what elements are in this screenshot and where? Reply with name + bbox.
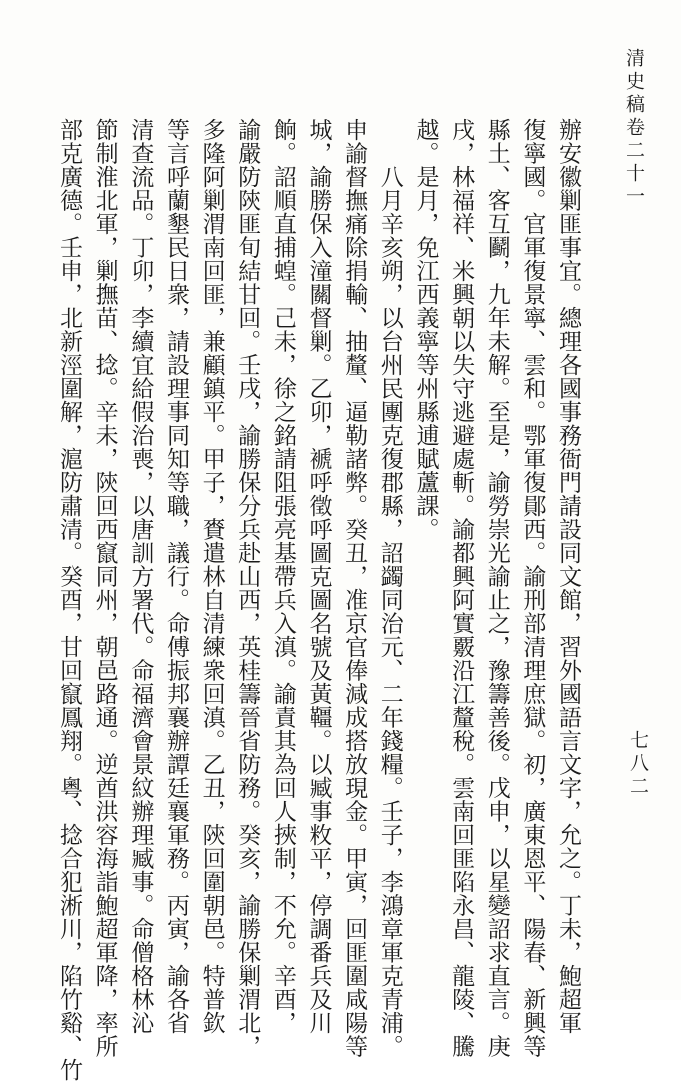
text-column: 縣土、客互鬬，九年未解。至是，諭勞崇光諭止之，豫籌善後。戊申，以星變詔求直言。庚 (483, 118, 510, 1058)
text-column: 餉。詔順直捕蝗。己未，徐之銘請阻張亮基帶兵入滇。諭責其為回人挾制，不允。辛酉， (269, 118, 296, 1035)
running-header-title: 清史稿卷二十一 (623, 48, 645, 209)
text-column: 辦安徽剿匪事宜。總理各國事務衙門請設同文館，習外國語言文字，允之。丁未，鮑超軍 (555, 118, 581, 1035)
text-column: 清查流品。丁卯，李續宜給假治喪，以唐訓方署代。命福濟會景紋辦理臧事。命僧格林沁 (127, 118, 154, 1035)
text-column: 復寧國。官軍復景寧、雲和。鄂軍復鄖西。諭刑部清理庶獄。初，廣東恩平、陽春、新興等 (519, 118, 546, 1058)
text-column: 申諭督撫痛除捐輸、抽釐、逼勒諸弊。癸丑，准京官俸減成搭放現金。甲寅，回匪圍咸陽等 (341, 118, 368, 1058)
text-column: 等言呼蘭墾民日衆，請設理事同知等職，議行。命傅振邦襄辦譚廷襄軍務。丙寅，諭各省 (162, 118, 189, 1035)
text-column: 諭嚴防陝匪旬結甘回。壬戌，諭勝保分兵赴山西，英桂籌晉省防務。癸亥，諭勝保剿渭北， (234, 118, 261, 1058)
vertical-body-text (56, 118, 585, 1082)
text-column: 節制淮北軍，剿撫苗、捻。辛未，陝回西竄同州，朝邑路通。逆酋洪容海詣鮑超軍降，率所 (91, 118, 118, 1058)
page-number: 七八二 (627, 730, 649, 799)
text-column: 戌，林福祥、米興朝以失守逃避處斬。諭都興阿實覈沿江釐稅。雲南回匪陷永昌、龍陵、騰 (448, 118, 475, 1058)
text-column: 越。是月，免江西義寧等州縣逋賦蘆課。 (412, 118, 439, 541)
text-column: 城，諭勝保入潼關督剿。乙卯，褫呼徵呼圖克圖名號及黃韁。以臧事敉平，停調番兵及川 (305, 118, 332, 1035)
text-column: 多隆阿剿渭南回匪，兼顧鎮平。甲子，賚遣林自清練衆回滇。乙丑，陝回圍朝邑。特普欽 (198, 118, 225, 1035)
text-column: 八月辛亥朔，以台州民團克復郡縣，詔蠲同治元、二年錢糧。壬子，李鴻章軍克青浦。 (376, 118, 403, 1058)
text-column: 部克廣德。壬申，北新涇圍解，滬防肅清。癸酉，甘回竄鳳翔。粵、捻合犯淅川，陷竹谿、竹 (56, 118, 83, 1082)
